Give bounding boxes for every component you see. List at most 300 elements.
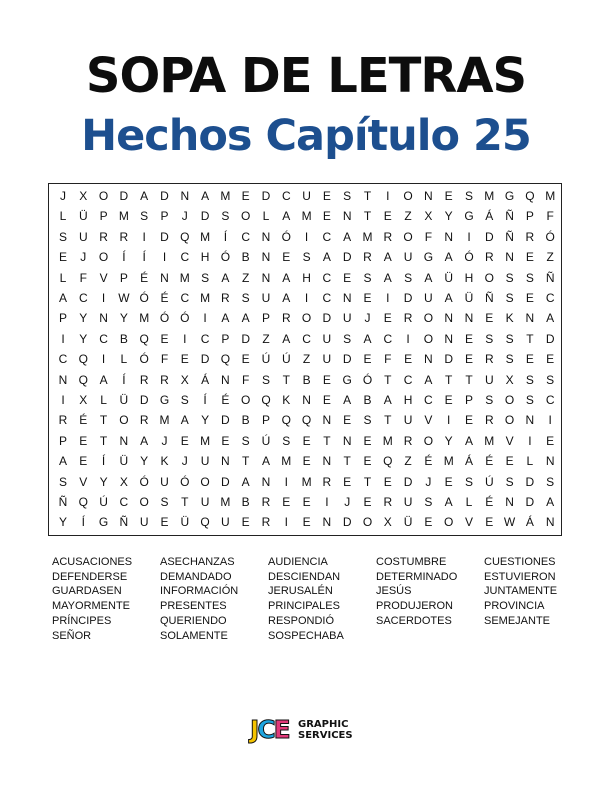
- grid-letter: Á: [485, 209, 494, 224]
- grid-letter: R: [322, 474, 332, 489]
- grid-letter: I: [528, 433, 532, 448]
- grid-letter: A: [343, 229, 352, 244]
- grid-letter: Ó: [139, 291, 149, 305]
- grid-letter: U: [342, 311, 352, 326]
- grid-row: [49, 247, 561, 268]
- grid-letter: I: [101, 291, 106, 305]
- grid-letter: F: [424, 229, 433, 244]
- grid-letter: A: [363, 331, 372, 346]
- grid-letter: P: [464, 393, 473, 407]
- grid-letter: T: [526, 331, 534, 346]
- grid-letter: M: [179, 270, 190, 285]
- grid-letter: Ó: [220, 250, 231, 265]
- grid-letter: E: [444, 474, 453, 489]
- grid-letter: Q: [200, 515, 210, 530]
- grid-letter: L: [262, 209, 270, 224]
- grid-row: [49, 308, 561, 329]
- grid-letter: Ó: [281, 229, 291, 244]
- grid-letter: T: [99, 433, 108, 448]
- grid-letter: V: [424, 413, 433, 428]
- word-item: ACUSACIONES: [52, 556, 133, 568]
- grid-letter: T: [384, 413, 392, 428]
- grid-letter: E: [485, 311, 494, 326]
- grid-letter: E: [546, 352, 555, 367]
- grid-letter: C: [302, 331, 311, 346]
- grid-letter: Í: [101, 454, 106, 469]
- grid-letter: S: [221, 209, 230, 224]
- grid-letter: E: [485, 515, 494, 530]
- grid-letter: I: [183, 331, 187, 346]
- grid-row: [49, 410, 561, 431]
- grid-letter: S: [261, 372, 270, 387]
- grid-letter: P: [221, 331, 230, 346]
- grid-letter: A: [444, 495, 453, 509]
- grid-letter: P: [525, 209, 534, 224]
- grid-letter: Ñ: [505, 229, 514, 244]
- grid-letter: F: [546, 209, 554, 224]
- grid-letter: O: [98, 250, 109, 265]
- grid-letter: E: [383, 311, 392, 326]
- grid-letter: X: [424, 209, 433, 224]
- grid-letter: S: [201, 270, 210, 285]
- grid-letter: R: [119, 229, 129, 244]
- grid-letter: M: [200, 291, 211, 305]
- grid-letter: P: [261, 413, 270, 428]
- grid-letter: Z: [404, 454, 412, 469]
- grid-letter: L: [120, 352, 128, 367]
- grid-letter: T: [363, 209, 372, 224]
- grid-letter: R: [160, 372, 169, 387]
- grid-letter: X: [119, 474, 128, 489]
- grid-letter: V: [464, 515, 473, 530]
- grid-letter: S: [525, 372, 534, 387]
- grid-letter: Ü: [119, 393, 129, 407]
- grid-letter: C: [322, 229, 332, 244]
- grid-letter: N: [505, 250, 514, 265]
- word-item: QUERIENDO: [160, 614, 227, 627]
- grid-letter: F: [384, 352, 392, 367]
- word-item: SEMEJANTE: [484, 614, 551, 627]
- grid-letter: E: [302, 454, 311, 469]
- grid-letter: K: [505, 311, 514, 326]
- word-column: [268, 555, 344, 643]
- grid-letter: Á: [525, 515, 534, 530]
- grid-letter: N: [322, 413, 332, 428]
- word-item: SOSPECHABA: [268, 629, 344, 642]
- grid-letter: A: [241, 311, 250, 326]
- grid-letter: J: [425, 474, 432, 489]
- grid-letter: Y: [444, 209, 453, 224]
- word-item: DETERMINADO: [376, 570, 458, 583]
- grid-letter: Z: [262, 331, 270, 346]
- grid-letter: S: [505, 352, 514, 367]
- grid-letter: D: [200, 352, 210, 367]
- grid-letter: Z: [404, 209, 412, 224]
- grid-letter: T: [465, 372, 473, 387]
- grid-letter: D: [221, 413, 230, 428]
- grid-letter: Ü: [119, 454, 129, 469]
- grid-letter: N: [525, 413, 535, 428]
- grid-letter: Ú: [484, 474, 494, 489]
- grid-letter: A: [343, 393, 352, 407]
- grid-letter: D: [160, 189, 169, 203]
- grid-letter: D: [342, 250, 352, 265]
- grid-letter: J: [181, 209, 188, 224]
- grid-letter: A: [201, 189, 210, 203]
- grid-letter: F: [160, 352, 169, 367]
- grid-letter: S: [363, 270, 372, 285]
- grid-letter: I: [406, 331, 410, 346]
- grid-letter: N: [342, 433, 352, 448]
- grid-letter: L: [59, 209, 67, 224]
- grid-letter: R: [484, 352, 494, 367]
- grid-letter: N: [261, 250, 271, 265]
- grid-letter: V: [505, 433, 514, 448]
- grid-letter: Q: [78, 352, 88, 367]
- grid-letter: U: [484, 372, 494, 387]
- grid-letter: F: [79, 270, 87, 285]
- grid-letter: E: [363, 352, 372, 367]
- grid-letter: Ó: [545, 229, 555, 244]
- grid-letter: S: [140, 209, 149, 224]
- word-item: JUNTAMENTE: [484, 585, 558, 598]
- grid-letter: I: [325, 495, 329, 509]
- word-item: CUESTIONES: [484, 556, 556, 568]
- word-item: PRESENTES: [160, 600, 227, 613]
- grid-row: [49, 451, 561, 472]
- grid-letter: T: [363, 474, 372, 489]
- grid-letter: B: [241, 413, 250, 428]
- grid-letter: K: [160, 454, 169, 469]
- grid-letter: I: [284, 474, 288, 489]
- grid-letter: E: [241, 515, 250, 530]
- word-item: ESTUVIERON: [484, 570, 556, 583]
- grid-letter: M: [200, 229, 211, 244]
- grid-letter: S: [525, 393, 534, 407]
- grid-letter: B: [241, 495, 250, 509]
- grid-letter: H: [302, 270, 311, 285]
- grid-letter: C: [403, 372, 413, 387]
- grid-letter: H: [200, 250, 210, 265]
- grid-letter: E: [322, 393, 331, 407]
- grid-letter: R: [99, 229, 108, 244]
- grid-letter: Y: [444, 433, 453, 448]
- word-item: ASECHANZAS: [160, 556, 235, 568]
- grid-letter: R: [484, 413, 494, 428]
- grid-letter: Í: [142, 250, 146, 265]
- grid-letter: Q: [261, 393, 271, 407]
- grid-letter: I: [548, 413, 552, 428]
- grid-letter: M: [484, 189, 495, 203]
- word-item: DEFENDERSE: [52, 570, 128, 583]
- grid-letter: Y: [119, 311, 128, 326]
- grid-letter: O: [200, 474, 210, 489]
- grid-letter: I: [304, 229, 309, 244]
- word-column: [376, 555, 457, 629]
- logo-mark: [250, 716, 289, 744]
- grid-letter: T: [384, 372, 392, 387]
- grid-letter: A: [140, 189, 149, 203]
- grid-letter: H: [464, 270, 474, 285]
- grid-letter: N: [322, 454, 332, 469]
- grid-letter: I: [203, 311, 207, 326]
- grid-letter: D: [241, 331, 251, 346]
- grid-letter: O: [484, 270, 494, 285]
- grid-letter: U: [424, 291, 433, 305]
- grid-letter: A: [261, 454, 270, 469]
- grid-row: [49, 268, 561, 289]
- grid-letter: C: [58, 352, 68, 367]
- grid-letter: N: [221, 454, 230, 469]
- grid-letter: N: [424, 189, 433, 203]
- grid-letter: M: [362, 229, 373, 244]
- grid-letter: O: [423, 331, 434, 346]
- grid-letter: N: [221, 372, 230, 387]
- grid-letter: M: [281, 454, 292, 469]
- grid-letter: R: [525, 229, 535, 244]
- grid-letter: D: [403, 474, 413, 489]
- grid-letter: O: [139, 495, 149, 509]
- grid-letter: R: [383, 495, 393, 509]
- grid-letter: R: [484, 250, 494, 265]
- grid-letter: J: [344, 495, 351, 509]
- grid-letter: E: [464, 331, 473, 346]
- grid-letter: E: [322, 372, 331, 387]
- word-item: RESPONDIÓ: [268, 614, 335, 627]
- grid-letter: E: [363, 433, 372, 448]
- grid-letter: O: [403, 189, 413, 203]
- grid-letter: I: [386, 291, 390, 305]
- grid-letter: S: [464, 189, 473, 203]
- grid-letter: S: [424, 495, 433, 509]
- grid-letter: O: [423, 311, 434, 326]
- grid-letter: Ü: [444, 270, 454, 285]
- grid-letter: S: [404, 270, 413, 285]
- grid-letter: D: [322, 311, 332, 326]
- grid-letter: I: [386, 189, 390, 203]
- grid-letter: D: [545, 331, 555, 346]
- grid-letter: X: [79, 393, 88, 407]
- grid-letter: O: [241, 209, 251, 224]
- grid-letter: I: [101, 352, 106, 367]
- grid-letter: U: [261, 291, 271, 305]
- company-logo: [250, 714, 362, 746]
- grid-letter: É: [485, 495, 494, 509]
- grid-letter: S: [241, 291, 250, 305]
- grid-letter: I: [284, 515, 288, 530]
- grid-row: [49, 512, 561, 533]
- grid-letter: I: [447, 413, 451, 428]
- grid-letter: T: [242, 454, 250, 469]
- grid-letter: E: [525, 352, 534, 367]
- grid-letter: R: [281, 311, 291, 326]
- grid-letter: N: [545, 515, 555, 530]
- grid-letter: G: [464, 209, 474, 224]
- grid-letter: Í: [223, 229, 228, 244]
- grid-letter: E: [302, 515, 311, 530]
- grid-letter: E: [505, 454, 514, 469]
- grid-letter: B: [363, 393, 372, 407]
- grid-letter: E: [343, 474, 352, 489]
- grid-letter: R: [403, 311, 413, 326]
- grid-letter: É: [160, 291, 169, 305]
- grid-letter: N: [160, 270, 169, 285]
- grid-letter: O: [403, 229, 413, 244]
- grid-letter: C: [78, 291, 88, 305]
- grid-letter: P: [99, 209, 108, 224]
- grid-letter: Á: [201, 372, 210, 387]
- grid-letter: Z: [546, 250, 554, 265]
- grid-letter: X: [383, 515, 392, 530]
- grid-letter: A: [383, 250, 392, 265]
- grid-letter: J: [364, 311, 371, 326]
- grid-letter: S: [505, 291, 514, 305]
- grid-letter: Y: [140, 454, 149, 469]
- word-item: JESÚS: [376, 585, 412, 598]
- grid-letter: N: [342, 291, 352, 305]
- grid-letter: C: [545, 291, 555, 305]
- grid-row: [49, 472, 561, 493]
- word-column: [160, 555, 238, 643]
- grid-letter: Z: [242, 270, 250, 285]
- grid-letter: Í: [122, 372, 126, 387]
- word-item: SACERDOTES: [376, 614, 452, 627]
- grid-letter: E: [221, 433, 230, 448]
- grid-letter: U: [403, 413, 413, 428]
- grid-letter: N: [444, 229, 454, 244]
- grid-letter: A: [282, 291, 291, 305]
- grid-letter: X: [79, 189, 88, 203]
- grid-row: [49, 370, 561, 391]
- word-item: PROVINCIA: [484, 600, 545, 613]
- grid-letter: T: [323, 433, 331, 448]
- grid-letter: A: [424, 372, 433, 387]
- grid-letter: Í: [81, 515, 85, 530]
- grid-letter: S: [180, 393, 189, 407]
- logo-letter-e: E: [273, 715, 289, 744]
- grid-letter: Í: [122, 250, 126, 265]
- grid-letter: U: [403, 495, 413, 509]
- word-column: [52, 555, 132, 643]
- grid-letter: D: [160, 229, 169, 244]
- grid-letter: I: [467, 229, 471, 244]
- grid-letter: V: [99, 270, 108, 285]
- grid-letter: C: [281, 189, 291, 203]
- page-title: SOPA DE LETRAS: [85, 48, 527, 104]
- grid-letter: S: [241, 433, 250, 448]
- grid-letter: I: [61, 393, 65, 407]
- grid-letter: N: [342, 209, 352, 224]
- grid-letter: D: [200, 209, 210, 224]
- grid-letter: Q: [139, 331, 149, 346]
- grid-letter: O: [504, 413, 515, 428]
- word-item: DESCIENDAN: [268, 570, 341, 583]
- grid-letter: A: [383, 393, 392, 407]
- grid-letter: S: [160, 495, 169, 509]
- grid-letter: P: [58, 311, 67, 326]
- grid-letter: C: [200, 331, 210, 346]
- grid-letter: K: [282, 393, 291, 407]
- grid-letter: J: [181, 454, 188, 469]
- grid-letter: E: [546, 433, 555, 448]
- grid-letter: E: [525, 250, 534, 265]
- grid-letter: C: [241, 229, 251, 244]
- word-item: COSTUMBRE: [376, 556, 447, 568]
- grid-letter: B: [241, 250, 250, 265]
- grid-letter: U: [403, 250, 413, 265]
- grid-letter: A: [140, 433, 149, 448]
- grid-letter: C: [119, 495, 129, 509]
- grid-letter: S: [546, 474, 555, 489]
- grid-letter: J: [161, 433, 168, 448]
- grid-letter: D: [261, 189, 271, 203]
- grid-letter: U: [221, 515, 230, 530]
- grid-letter: D: [484, 229, 494, 244]
- grid-letter: I: [61, 331, 65, 346]
- letter-grid: [48, 183, 562, 536]
- grid-letter: U: [160, 474, 169, 489]
- grid-letter: Ú: [99, 495, 108, 509]
- logo-line-2: SERVICES: [298, 730, 353, 741]
- grid-letter: É: [221, 393, 230, 407]
- grid-letter: P: [160, 209, 169, 224]
- grid-letter: D: [139, 393, 149, 407]
- grid-letter: É: [140, 270, 149, 285]
- grid-letter: E: [424, 515, 433, 530]
- grid-letter: R: [403, 433, 413, 448]
- grid-letter: S: [546, 372, 555, 387]
- grid-letter: T: [181, 495, 189, 509]
- grid-letter: E: [444, 189, 453, 203]
- grid-letter: E: [180, 433, 189, 448]
- grid-letter: E: [383, 474, 392, 489]
- grid-letter: R: [261, 495, 271, 509]
- grid-letter: Ó: [180, 474, 190, 489]
- grid-letter: S: [282, 433, 291, 448]
- grid-letter: B: [119, 331, 128, 346]
- grid-letter: Q: [180, 229, 190, 244]
- grid-letter: S: [302, 250, 311, 265]
- grid-row: [49, 431, 561, 452]
- grid-letter: M: [545, 189, 556, 203]
- grid-letter: O: [362, 515, 373, 530]
- grid-letter: E: [160, 515, 169, 530]
- grid-letter: M: [159, 413, 170, 428]
- grid-letter: L: [100, 393, 107, 407]
- grid-letter: E: [160, 331, 169, 346]
- grid-letter: A: [444, 250, 453, 265]
- word-item: JERUSALÉN: [268, 585, 333, 598]
- grid-letter: E: [79, 454, 88, 469]
- grid-letter: X: [180, 372, 189, 387]
- grid-letter: R: [139, 372, 149, 387]
- grid-letter: N: [261, 474, 271, 489]
- grid-letter: E: [180, 352, 189, 367]
- grid-letter: Ñ: [58, 495, 68, 509]
- grid-letter: H: [403, 393, 413, 407]
- grid-letter: E: [58, 250, 67, 265]
- grid-letter: S: [505, 474, 514, 489]
- grid-letter: N: [525, 311, 535, 326]
- grid-letter: E: [241, 189, 250, 203]
- grid-letter: É: [79, 413, 88, 428]
- grid-letter: T: [363, 189, 372, 203]
- grid-letter: A: [424, 270, 433, 285]
- grid-letter: L: [465, 495, 473, 509]
- grid-letter: G: [342, 372, 352, 387]
- grid-letter: Ó: [139, 474, 149, 489]
- logo-letter-j: J: [250, 715, 258, 744]
